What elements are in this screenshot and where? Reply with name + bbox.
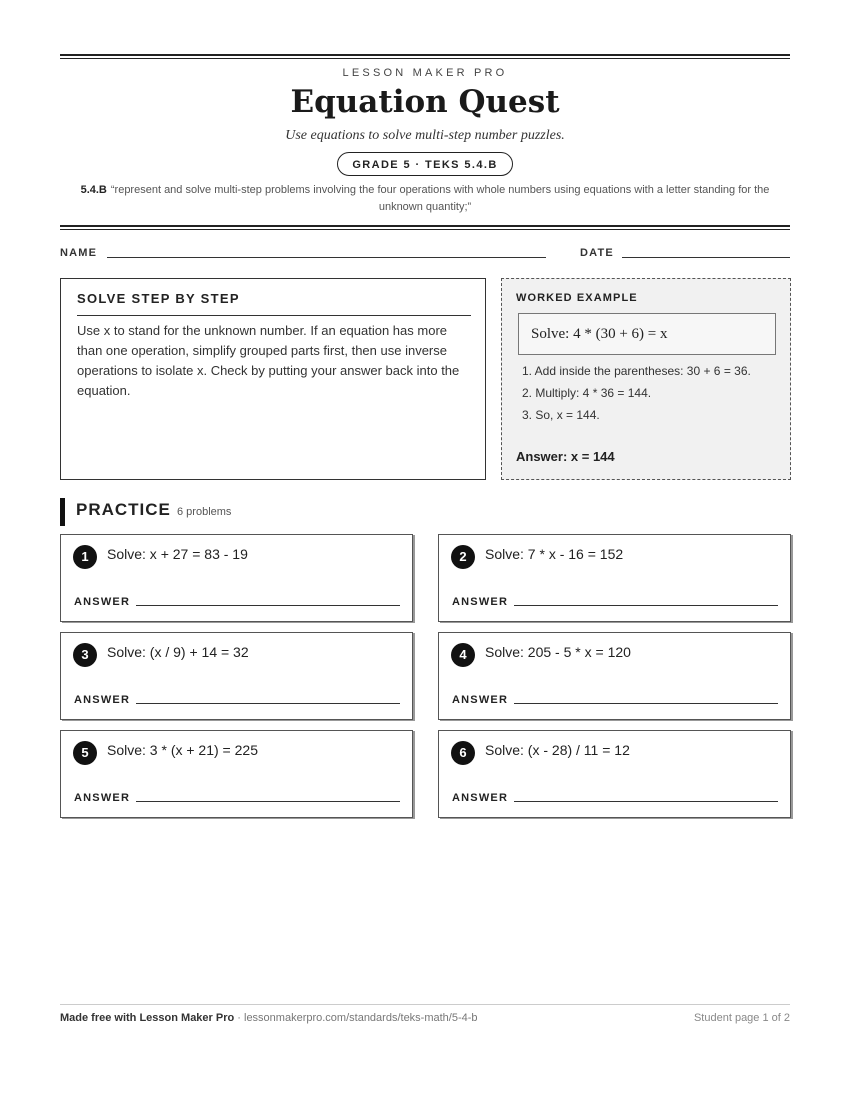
worksheet-page (60, 0, 790, 1100)
practice-heading: PRACTICE (76, 500, 171, 519)
problem-text: Solve: x + 27 = 83 - 19 (107, 546, 248, 562)
problem-text: Solve: (x - 28) / 11 = 12 (485, 742, 630, 758)
grade-badge: GRADE 5 · TEKS 5.4.B (337, 152, 513, 176)
problem-card (60, 730, 413, 818)
problem-card (60, 632, 413, 720)
footer-page-number: Student page 1 of 2 (693, 1012, 790, 1024)
name-field[interactable] (107, 257, 546, 258)
footer-divider (60, 1004, 790, 1005)
worked-example-heading: WORKED EXAMPLE (516, 292, 638, 304)
practice-count: 6 problems (177, 506, 232, 518)
date-field[interactable] (622, 257, 790, 258)
problem-number-badge: 1 (73, 545, 97, 569)
answer-label: ANSWER (74, 694, 131, 706)
standard-code: 5.4.B (80, 184, 107, 196)
worked-example-step: 3. So, x = 144. (522, 408, 600, 422)
header-bottom-rule (60, 225, 790, 227)
problem-text: Solve: (x / 9) + 14 = 32 (107, 644, 249, 660)
problem-number-badge: 3 (73, 643, 97, 667)
answer-label: ANSWER (74, 792, 131, 804)
answer-label: ANSWER (74, 596, 131, 608)
worked-example-box (501, 278, 791, 480)
problem-number-badge: 5 (73, 741, 97, 765)
problem-text: Solve: 7 * x - 16 = 152 (485, 546, 624, 562)
problem-card (438, 534, 791, 622)
answer-label: ANSWER (452, 792, 509, 804)
name-label: NAME (60, 247, 98, 259)
answer-field[interactable] (514, 703, 778, 704)
problem-card (60, 534, 413, 622)
instructions-body: Use x to stand for the unknown number. If an equation has more than one operation, simplify grouped parts first, then use inverse operations to isolate x. Check by putting your answer back into the equation. (77, 323, 460, 398)
problem-number-badge: 6 (451, 741, 475, 765)
standard-description (80, 182, 770, 216)
worked-example-steps (522, 362, 772, 428)
worked-example-step: 2. Multiply: 4 * 36 = 144. (522, 386, 652, 400)
problem-card (438, 730, 791, 818)
brand-name: LESSON MAKER PRO (342, 67, 508, 79)
standard-text: “represent and solve multi-step problems involving the four operations with whole numbers using equations with a letter standing for the unknown quantity;” (110, 184, 770, 213)
problem-number-badge: 4 (451, 643, 475, 667)
page-subtitle: Use equations to solve multi-step number puzzles. (285, 128, 565, 143)
footer-credit (60, 1012, 478, 1024)
worked-example-equation: Solve: 4 * (30 + 6) = x (518, 313, 776, 355)
top-double-rule (60, 54, 790, 56)
worked-example-answer: Answer: x = 144 (516, 449, 615, 464)
practice-accent-bar (60, 498, 65, 526)
answer-field[interactable] (514, 605, 778, 606)
instructions-heading: SOLVE STEP BY STEP (77, 291, 240, 306)
instructions-divider (77, 315, 471, 316)
answer-field[interactable] (136, 801, 400, 802)
problem-text: Solve: 205 - 5 * x = 120 (485, 644, 631, 660)
answer-field[interactable] (136, 605, 400, 606)
problem-text: Solve: 3 * (x + 21) = 225 (107, 742, 258, 758)
answer-label: ANSWER (452, 694, 509, 706)
instructions-box (60, 278, 486, 480)
answer-field[interactable] (136, 703, 400, 704)
problem-number-badge: 2 (451, 545, 475, 569)
footer-url[interactable]: · lessonmakerpro.com/standards/teks-math/5-4-b (234, 1012, 478, 1024)
answer-label: ANSWER (452, 596, 509, 608)
page-title: Equation Quest (290, 84, 560, 120)
date-label: DATE (580, 247, 614, 259)
footer-made-with: Made free with Lesson Maker Pro (60, 1012, 235, 1024)
answer-field[interactable] (514, 801, 778, 802)
problem-card (438, 632, 791, 720)
worked-example-step: 1. Add inside the parentheses: 30 + 6 = 36. (522, 364, 751, 378)
